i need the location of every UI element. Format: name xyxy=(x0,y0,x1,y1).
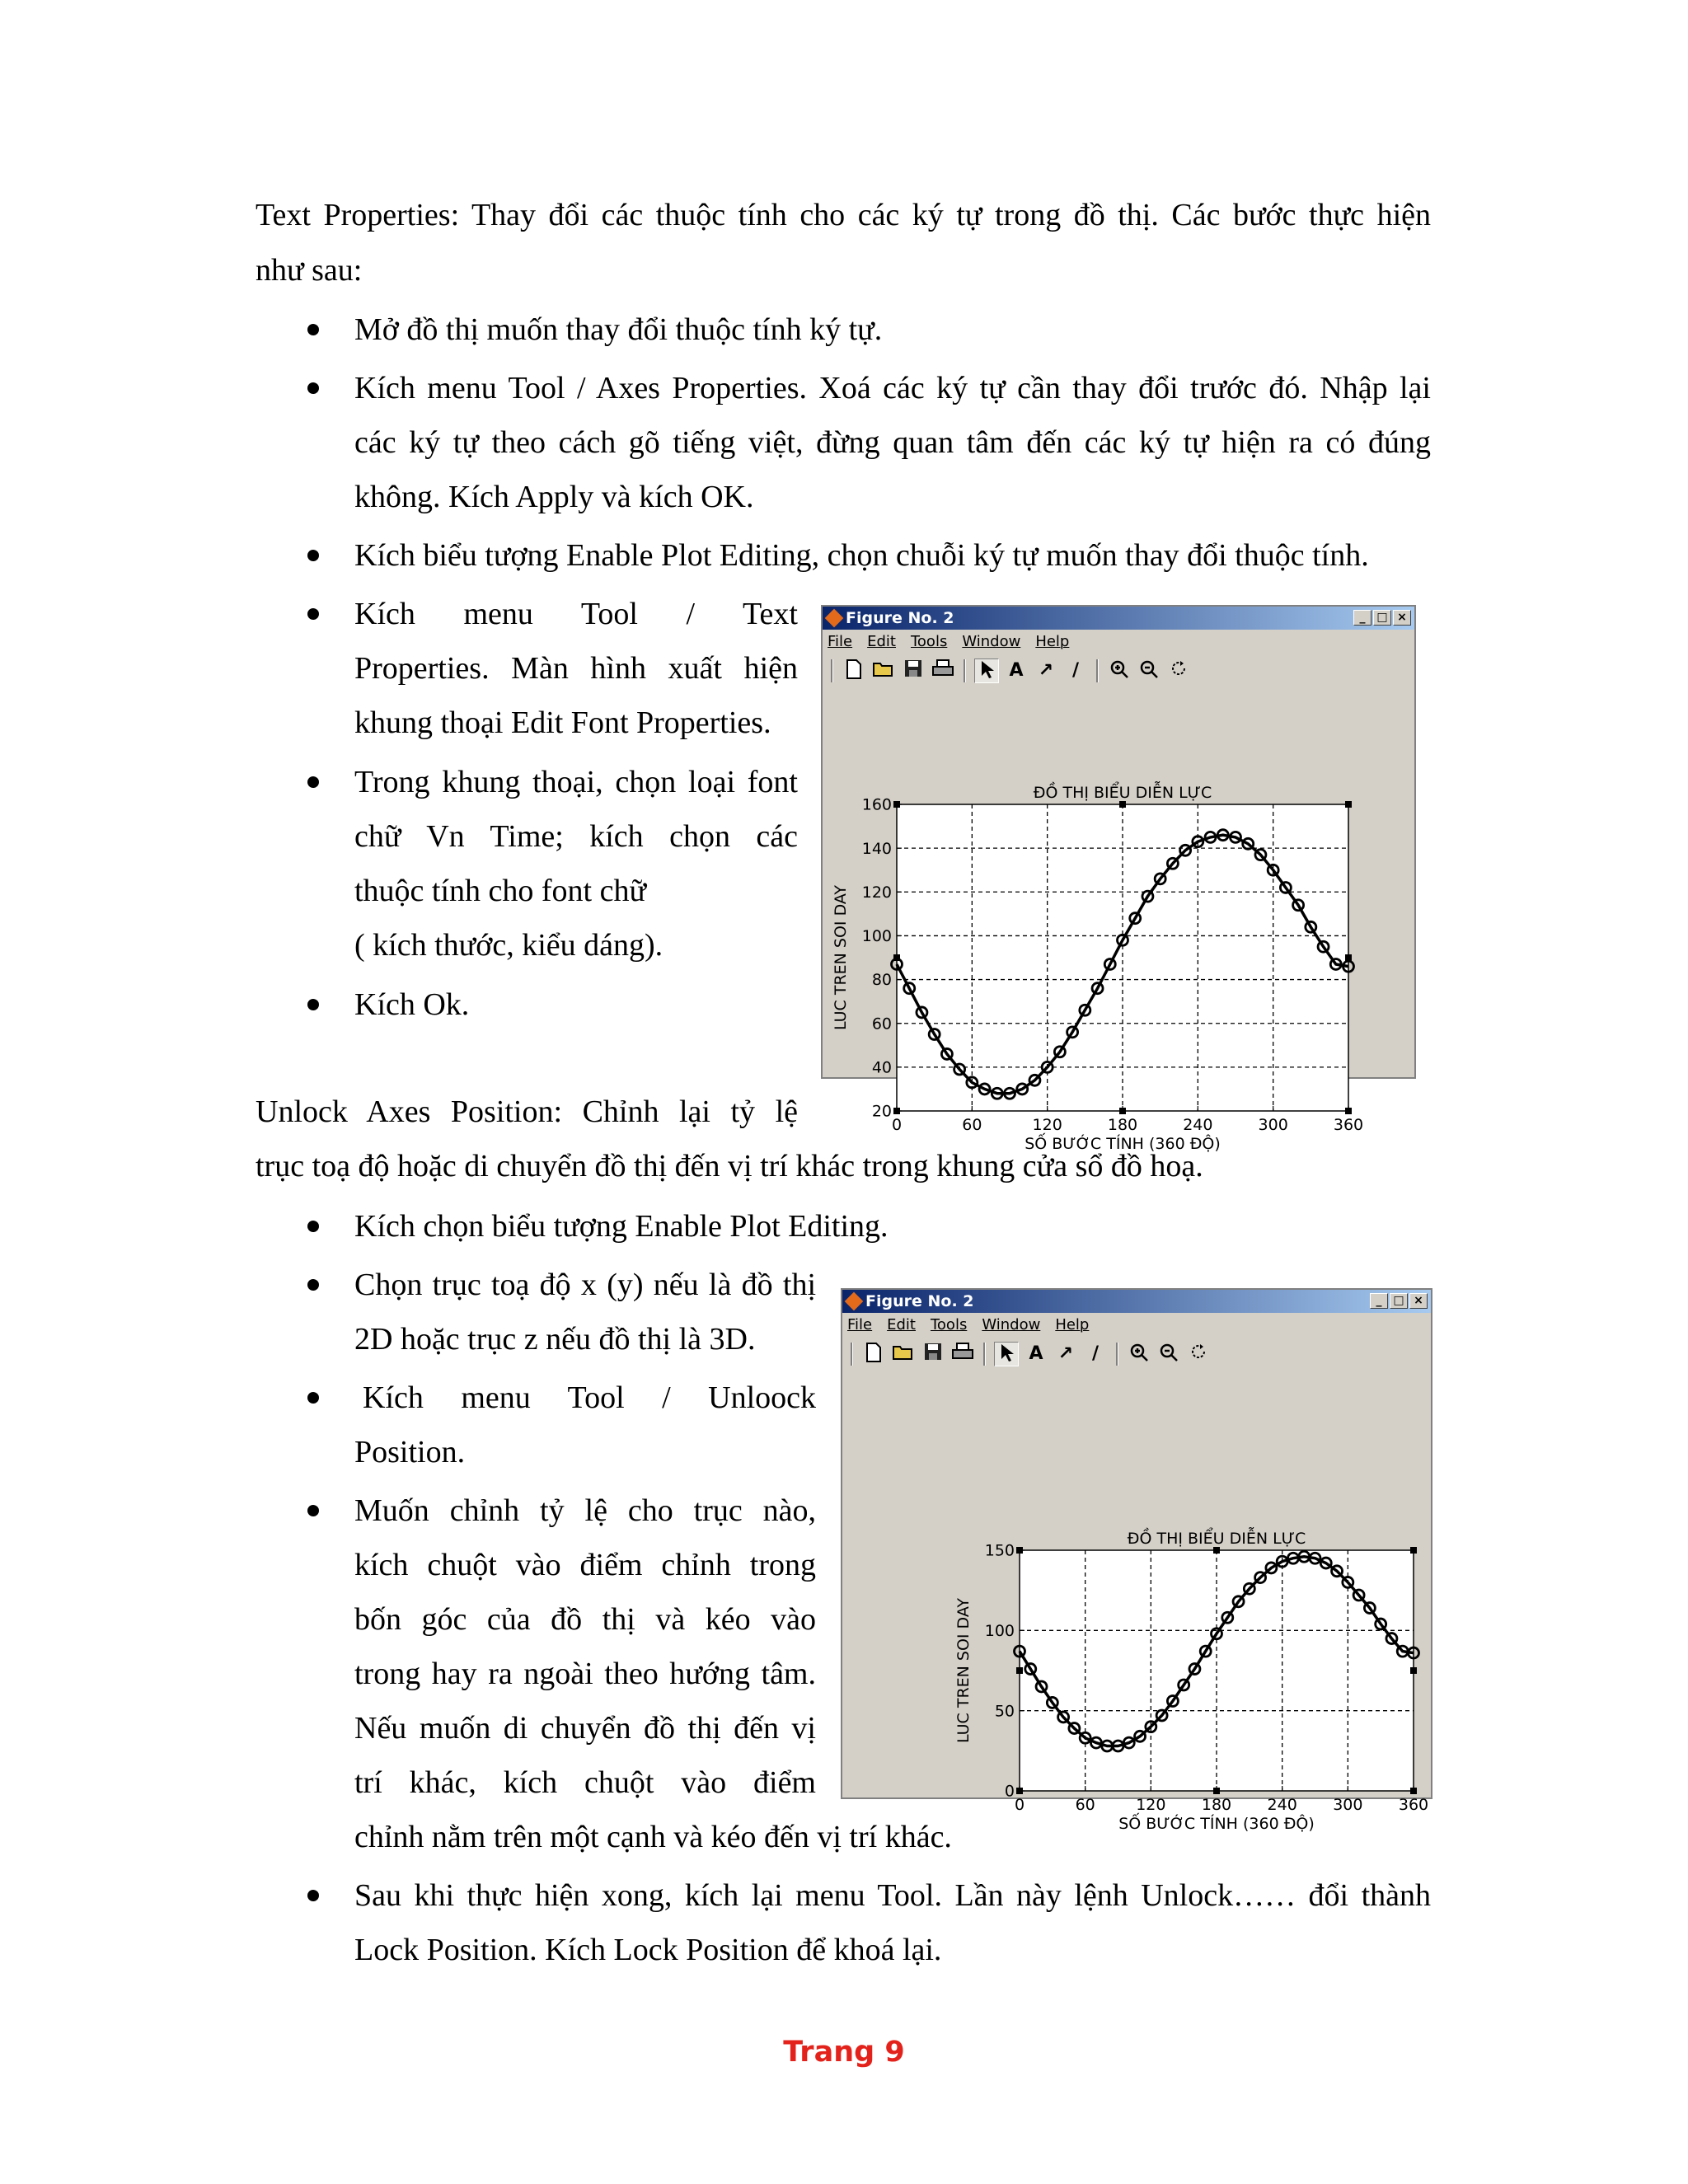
s2-bullet3-line2: Position. xyxy=(354,1435,466,1469)
bullet xyxy=(307,1890,319,1901)
s2-bullet5-line2: Lock Position. Kích Lock Position để khoá lại. xyxy=(354,1933,942,1967)
print-icon[interactable] xyxy=(950,1342,975,1366)
menu-tools[interactable]: Tools xyxy=(930,1316,968,1333)
section1-intro-line1: Text Properties: Thay đổi các thuộc tính cho các ký tự trong đồ thị. Các bước thực hiện xyxy=(256,198,1431,232)
x-tick-label: 360 xyxy=(1398,1796,1429,1814)
s1-bullet2-line3: không. Kích Apply và kích OK. xyxy=(354,480,754,514)
y-tick-label: 40 xyxy=(871,1058,892,1077)
selection-handle xyxy=(893,1108,900,1114)
s2-bullet4-line5: Nếu muốn di chuyển đồ thị đến vị xyxy=(354,1711,816,1746)
s1-bullet3: Kích biểu tượng Enable Plot Editing, chọn chuỗi ký tự muốn thay đổi thuộc tính. xyxy=(354,538,1369,573)
toolbar-separator xyxy=(851,1343,853,1366)
y-axis-label: LUC TREN SOI DAY xyxy=(954,1597,973,1744)
matlab-logo-icon xyxy=(825,609,844,628)
s1-bullet5-line3: thuộc tính cho font chữ xyxy=(354,874,647,908)
bullet xyxy=(307,382,319,394)
y-tick-label: 60 xyxy=(871,1015,892,1033)
y-tick-label: 100 xyxy=(984,1621,1015,1640)
line-icon[interactable]: / xyxy=(1071,660,1080,681)
figure-toolbar xyxy=(828,656,1409,686)
close-button[interactable]: × xyxy=(1409,1293,1428,1309)
zoom-out-icon[interactable] xyxy=(1156,1342,1181,1366)
text-icon[interactable]: A xyxy=(1029,1343,1043,1364)
arrow-icon[interactable]: ↗ xyxy=(1057,1343,1074,1364)
selection-handle xyxy=(1016,1547,1023,1554)
selection-handle xyxy=(1016,1788,1023,1794)
selection-handle xyxy=(1213,1547,1220,1554)
bullet xyxy=(307,1392,319,1404)
s1-bullet5-line4: ( kích thước, kiểu dáng). xyxy=(354,928,663,963)
x-tick-label: 60 xyxy=(1075,1796,1095,1814)
s1-bullet2-line2: các ký tự theo cách gõ tiếng việt, đừng quan tâm đến các ký tự hiện ra có đúng xyxy=(354,425,1431,460)
figure-window-2 xyxy=(841,1288,1432,1833)
selection-handle xyxy=(1016,1667,1023,1674)
page-number: Trang 9 xyxy=(783,2036,905,2069)
term-text-properties: Text Properties: xyxy=(256,198,460,232)
toolbar-separator xyxy=(964,659,966,682)
s1-bullet4-line2: Properties. Màn hình xuất hiện xyxy=(354,651,798,686)
x-axis-label: SỐ BƯỚC TÍNH (360 ĐỘ) xyxy=(1118,1815,1315,1833)
s2-bullet3-line1: Kích menu Tool / Unloock xyxy=(363,1380,816,1415)
x-tick-label: 60 xyxy=(962,1116,982,1134)
x-tick-label: 240 xyxy=(1267,1796,1297,1814)
section2-intro-line1: Unlock Axes Position: Chỉnh lại tỷ lệ xyxy=(256,1094,798,1129)
x-tick-label: 0 xyxy=(1014,1796,1025,1814)
text-icon[interactable]: A xyxy=(1009,660,1024,681)
selection-handle xyxy=(1119,1108,1126,1114)
y-tick-label: 140 xyxy=(861,839,892,858)
selection-handle xyxy=(893,801,900,808)
y-tick-label: 150 xyxy=(984,1541,1015,1560)
selection-handle xyxy=(1410,1667,1417,1674)
rotate-icon[interactable] xyxy=(1166,658,1191,683)
x-tick-label: 120 xyxy=(1032,1116,1062,1134)
y-tick-label: 20 xyxy=(871,1102,892,1121)
toolbar-separator xyxy=(1116,1343,1118,1366)
y-tick-label: 50 xyxy=(994,1702,1015,1721)
y-tick-label: 120 xyxy=(861,883,892,902)
figure-title: Figure No. 2 xyxy=(865,1292,974,1310)
window-buttons xyxy=(1370,1293,1428,1309)
x-axis-label: SỐ BƯỚC TÍNH (360 ĐỘ) xyxy=(1025,1135,1221,1153)
menu-tools[interactable]: Tools xyxy=(910,633,948,650)
figure-window-1 xyxy=(821,605,1416,1153)
y-tick-label: 160 xyxy=(861,795,892,814)
arrow-icon[interactable]: ↗ xyxy=(1038,660,1054,681)
selection-handle xyxy=(1345,801,1352,808)
s2-bullet4-line3: bốn góc của đồ thị và kéo vào xyxy=(354,1602,816,1637)
maximize-button[interactable]: □ xyxy=(1390,1293,1408,1309)
s1-bullet2-line1: Kích menu Tool / Axes Properties. Xoá các ký tự cần thay đổi trước đó. Nhập lại xyxy=(354,371,1431,405)
s1-bullet1: Mở đồ thị muốn thay đổi thuộc tính ký tự. xyxy=(354,312,883,347)
s1-bullet5-line1: Trong khung thoại, chọn loại font xyxy=(354,765,798,799)
menu-window[interactable]: Window xyxy=(982,1316,1041,1333)
close-button[interactable]: × xyxy=(1393,610,1411,626)
selection-handle xyxy=(1410,1547,1417,1554)
x-tick-label: 240 xyxy=(1183,1116,1213,1134)
x-tick-label: 300 xyxy=(1333,1796,1363,1814)
menu-window[interactable]: Window xyxy=(962,633,1021,650)
figure-titlebar xyxy=(823,607,1414,630)
chart-title: ĐỒ THỊ BIỂU DIỄN LỰC xyxy=(1033,784,1212,802)
save-icon[interactable] xyxy=(921,1342,945,1366)
toolbar-separator xyxy=(831,659,833,682)
menu-help[interactable]: Help xyxy=(1035,633,1070,650)
open-folder-icon[interactable] xyxy=(871,658,896,683)
s1-bullet4-line1: Kích menu Tool / Text xyxy=(354,597,798,631)
s2-bullet5-line1: Sau khi thực hiện xong, kích lại menu Tool. Lần này lệnh Unlock…… đổi thành xyxy=(354,1878,1431,1913)
window-buttons xyxy=(1353,610,1411,626)
y-tick-label: 0 xyxy=(1004,1782,1015,1801)
save-icon[interactable] xyxy=(901,658,926,683)
x-tick-label: 360 xyxy=(1333,1116,1364,1134)
plot-area-1 xyxy=(823,689,1414,1153)
y-tick-label: 100 xyxy=(861,927,892,946)
selection-handle xyxy=(1345,1108,1352,1114)
section2-intro-line2: trục toạ độ hoặc di chuyển đồ thị đến vị trí khác trong khung cửa sổ đồ hoạ. xyxy=(256,1149,1203,1183)
maximize-button[interactable]: □ xyxy=(1373,610,1391,626)
menu-help[interactable]: Help xyxy=(1055,1316,1090,1333)
menu-file[interactable]: File xyxy=(828,633,853,650)
menu-file[interactable]: File xyxy=(847,1316,873,1333)
bullet xyxy=(307,1279,319,1291)
s2-bullet2-line1: Chọn trục toạ độ x (y) nếu là đồ thị xyxy=(354,1268,816,1302)
s2-bullet4-line1: Muốn chỉnh tỷ lệ cho trục nào, xyxy=(354,1493,816,1528)
new-file-icon[interactable] xyxy=(861,1342,886,1366)
menu-edit[interactable]: Edit xyxy=(887,1316,916,1333)
s1-bullet4-line3: khung thoại Edit Font Properties. xyxy=(354,705,771,740)
bullet xyxy=(307,550,319,561)
print-icon[interactable] xyxy=(931,658,955,683)
selection-handle xyxy=(1410,1788,1417,1794)
toolbar-separator xyxy=(983,1343,986,1366)
figure-title: Figure No. 2 xyxy=(846,609,954,627)
s2-bullet4-line4: trong hay ra ngoài theo hướng tâm. xyxy=(354,1657,816,1691)
selection-handle xyxy=(1119,801,1126,808)
plot-area-2 xyxy=(842,1372,1431,1833)
minimize-button[interactable]: _ xyxy=(1370,1293,1388,1309)
zoom-in-icon[interactable] xyxy=(1127,1342,1151,1366)
arrow-select-icon[interactable] xyxy=(974,658,999,683)
s1-bullet6: Kích Ok. xyxy=(354,987,470,1022)
figure-menubar xyxy=(823,631,1414,653)
s1-bullet5-line2: chữ Vn Time; kích chọn các xyxy=(354,819,798,854)
section1-intro-line2: như sau: xyxy=(256,253,363,288)
term-unlock-axes-position: Unlock Axes Position: xyxy=(256,1094,563,1129)
toolbar-separator xyxy=(1096,659,1099,682)
figure-toolbar xyxy=(847,1339,1426,1369)
bullet xyxy=(307,324,319,335)
chart-title: ĐỒ THỊ BIỂU DIỄN LỰC xyxy=(1127,1530,1306,1548)
y-tick-label: 80 xyxy=(871,971,892,990)
rotate-icon[interactable] xyxy=(1186,1342,1211,1366)
bullet xyxy=(307,608,319,620)
open-folder-icon[interactable] xyxy=(891,1342,916,1366)
matlab-logo-icon xyxy=(845,1292,864,1311)
s2-bullet4-line7: chỉnh nằm trên một cạnh và kéo đến vị trí khác. xyxy=(354,1820,952,1854)
bullet xyxy=(307,999,319,1010)
zoom-out-icon[interactable] xyxy=(1137,658,1161,683)
new-file-icon[interactable] xyxy=(842,658,866,683)
figure-menubar xyxy=(842,1315,1431,1336)
bullet xyxy=(307,1505,319,1516)
y-axis-label: LUC TREN SOI DAY xyxy=(832,884,850,1031)
s2-bullet2-line2: 2D hoặc trục z nếu đồ thị là 3D. xyxy=(354,1322,756,1357)
x-tick-label: 180 xyxy=(1201,1796,1232,1814)
s2-bullet4-line2: kích chuột vào điểm chỉnh trong xyxy=(354,1548,816,1582)
bullet xyxy=(307,776,319,788)
x-tick-label: 180 xyxy=(1107,1116,1138,1134)
x-tick-label: 300 xyxy=(1258,1116,1288,1134)
zoom-in-icon[interactable] xyxy=(1107,658,1132,683)
selection-handle xyxy=(1213,1788,1220,1794)
bullet xyxy=(307,1221,319,1232)
x-tick-label: 0 xyxy=(891,1116,903,1134)
minimize-button[interactable]: _ xyxy=(1353,610,1372,626)
line-icon[interactable]: / xyxy=(1091,1343,1100,1364)
x-tick-label: 120 xyxy=(1136,1796,1166,1814)
menu-edit[interactable]: Edit xyxy=(867,633,896,650)
s2-bullet1: Kích chọn biểu tượng Enable Plot Editing. xyxy=(354,1209,889,1244)
s2-bullet4-line6: trí khác, kích chuột vào điểm xyxy=(354,1765,816,1800)
arrow-select-icon[interactable] xyxy=(994,1342,1019,1366)
figure-titlebar xyxy=(842,1290,1431,1313)
